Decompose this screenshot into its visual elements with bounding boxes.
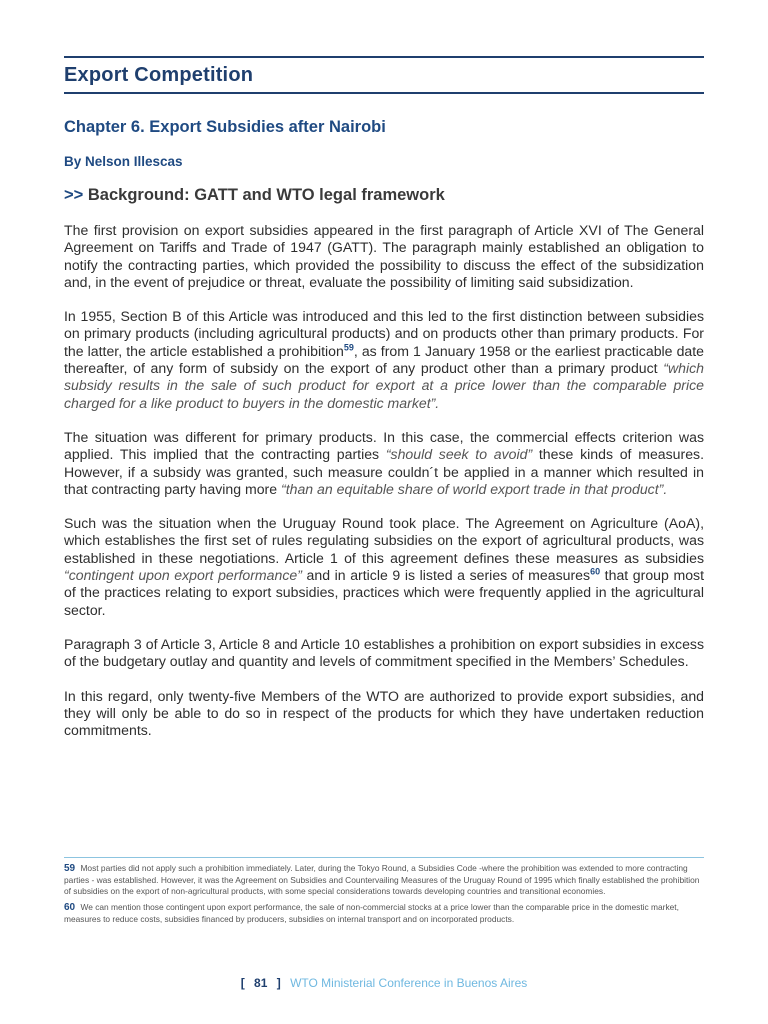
footer-bracket-open: [ <box>240 976 245 990</box>
paragraph-4-quote: “contingent upon export performance” <box>64 567 302 584</box>
paragraph-3 <box>64 429 704 498</box>
document-page <box>64 56 704 756</box>
paragraph-3-quote-2: “than an equitable share of world export trade in that product”. <box>281 480 668 497</box>
paragraph-6: In this regard, only twenty-five Members of the WTO are authorized to provide export subsidies, and they will only be able to do so in respect of the products for which they have undertaken reduction commitments. <box>64 687 704 739</box>
footnote-ref-60[interactable]: 60 <box>590 566 601 577</box>
author-byline: By Nelson Illescas <box>64 154 183 169</box>
footnote-text: We can mention those contingent upon export performance, the sale of non-commercial stocks at a price lower than the comparable price in the domestic market, measures to reduce costs, subsidies financed by producers, subsidies on internal transport and on incorporated products. <box>64 902 679 925</box>
paragraph-4-text-a: Such was the situation when the Uruguay Round took place. The Agreement on Agriculture (AoA), which establishes the first set of rules regulating subsidies on the export of agricultural products, was established in these negotiations. Article 1 of this agreement defines these measures as subsidies <box>64 515 704 566</box>
section-title: Export Competition <box>64 64 254 86</box>
background-heading <box>64 186 704 205</box>
chapter-title: Chapter 6. Export Subsidies after Nairobi <box>64 118 386 136</box>
paragraph-4 <box>64 515 704 619</box>
footnote-number: 59 <box>64 863 76 874</box>
heading-text: Background: GATT and WTO legal framework <box>87 186 445 204</box>
heading-arrows: >> <box>64 186 84 204</box>
footnote-number: 60 <box>64 902 76 914</box>
footnotes <box>64 857 704 931</box>
paragraph-5: Paragraph 3 of Article 3, Article 8 and Article 10 establishes a prohibition on export subsidies in excess of the budgetary outlay and quantity and levels of commitment specified in the Members’ Schedules. <box>64 635 704 670</box>
paragraph-2-quote: “which subsidy results in the sale of such product for export at a price lower than the comparable price charged for a like product to buyers in the domestic market”. <box>64 360 704 411</box>
paragraph-3-text-a: The situation was different for primary products. In this case, the commercial effects criterion was applied. This implied that the contracting parties <box>64 428 704 463</box>
paragraph-2-text-a: In 1955, Section B of this Article was introduced and this led to the first distinction between subsidies on primary products (including agricultural products) and on products other than primary products. For the latter, the article established a prohibition <box>64 308 704 359</box>
paragraph-1: The first provision on export subsidies appeared in the first paragraph of Article XVI of The General Agreement on Tariffs and Trade of 1947 (GATT). The paragraph mainly established an obligation to notify the contracting parties, which provided the possibility to discuss the effect of the subsidization and, in the event of prejudice or threat, evaluate the possibility of limiting said subsidization. <box>64 222 704 290</box>
body-text <box>64 222 704 739</box>
paragraph-3-text-b: these kinds of measures. However, if a subsidy was granted, such measure couldn´t be applied in a manner which resulted in that contracting party having more <box>64 446 704 497</box>
footer-conference-title: WTO Ministerial Conference in Buenos Aires <box>290 976 528 990</box>
paragraph-4-text-b: and in article 9 is listed a series of measures <box>301 567 591 584</box>
footnote-ref-59[interactable]: 59 <box>343 342 354 353</box>
paragraph-4-text-c: that group most of the practices relating to export subsidies, practices which were frequently applied in the agricultural sector. <box>64 567 704 618</box>
footnote-60 <box>64 902 704 925</box>
paragraph-2 <box>64 308 704 412</box>
header-rule-bottom <box>64 92 704 94</box>
footnote-text: Most parties did not apply such a prohibition immediately. Later, during the Tokyo Round, a Subsidies Code -where the prohibition was extended to more contracting parties - was established. However, it was the Agreement on Subsidies and Countervailing Measures of the Uruguay Round of 1995 which finally established the prohibition of subsidies on the export of non-agricultural products, with some special considerations towards developing countries and transitional economies. <box>64 863 700 896</box>
paragraph-3-quote-1: “should seek to avoid” <box>385 446 533 463</box>
footer-bracket-close: ] <box>276 976 281 990</box>
page-footer <box>0 976 768 990</box>
paragraph-2-text-b: , as from 1 January 1958 or the earliest practicable date thereafter, of any form of subsidy on the export of any product other than a primary product <box>64 342 705 377</box>
footnote-59 <box>64 863 704 896</box>
page-number: 81 <box>254 976 268 990</box>
